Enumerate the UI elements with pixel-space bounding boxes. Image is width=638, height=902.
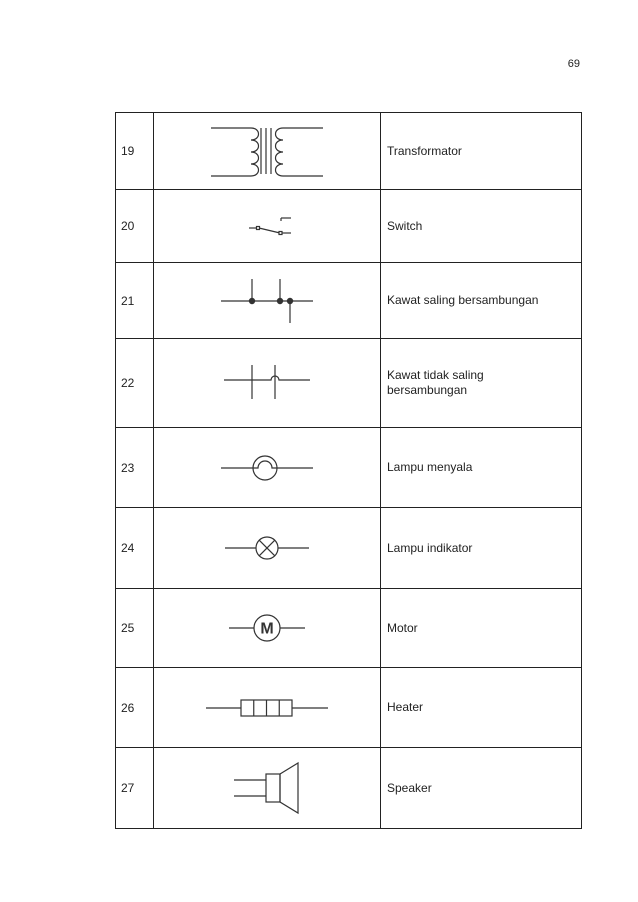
symbol-name: Kawat saling bersambungan [387,293,539,307]
row-number: 24 [116,508,154,589]
symbol-name: Switch [387,218,423,233]
page-number: 69 [567,58,580,70]
row-number: 25 [116,589,154,668]
symbol-name: Speaker [387,780,432,795]
symbol-name: Heater [387,700,424,714]
lit-lamp-symbol-icon [219,453,315,483]
symbol-table [115,112,582,829]
row-number: 20 [116,190,154,263]
table-row [116,113,582,190]
row-number: 21 [116,263,154,339]
table-row [116,190,582,263]
motor-symbol-icon [227,613,307,643]
table-row [116,428,582,508]
table-row [116,339,582,428]
symbol-name: Transformator [387,143,462,158]
row-number: 26 [116,668,154,748]
speaker-symbol-icon [232,760,302,816]
row-number: 22 [116,339,154,428]
symbol-name: Lampu menyala [387,460,473,474]
symbol-name: Lampu indikator [387,540,473,555]
table-row [116,263,582,339]
indicator-lamp-symbol-icon [223,534,311,562]
row-number: 19 [116,113,154,190]
crossing-wires-symbol-icon [222,363,312,403]
symbol-name: Motor [387,620,418,635]
heater-symbol-icon [204,698,330,718]
table-row [116,668,582,748]
table-row [116,508,582,589]
row-number: 23 [116,428,154,508]
table-row [116,589,582,668]
transformer-symbol-icon [207,124,327,178]
connected-wires-symbol-icon [219,277,315,325]
switch-symbol-icon [237,211,297,241]
motor-label: M [260,620,274,638]
symbol-name: bersambungan [387,383,468,397]
table-row [116,748,582,829]
row-number: 27 [116,748,154,829]
symbol-name: Kawat tidak saling [387,368,484,382]
